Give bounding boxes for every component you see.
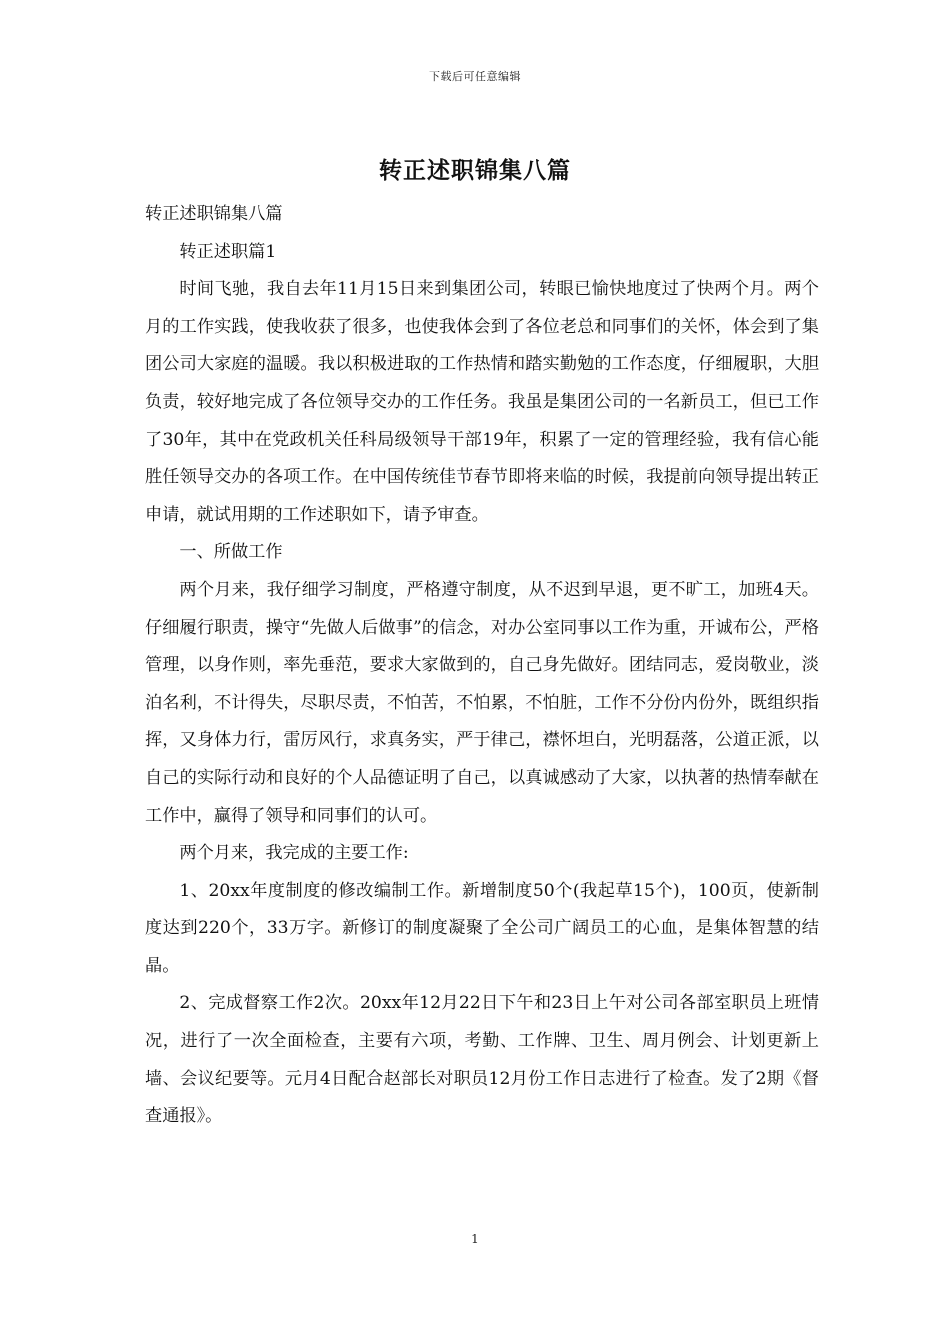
document-body bbox=[145, 196, 819, 1136]
page-number: 1 bbox=[471, 1232, 479, 1246]
paragraph-item-1: 1、20xx年度制度的修改编制工作。新增制度50个(我起草15个)，100页，使新制度达到220个，33万字。新修订的制度凝聚了全公司广阔员工的心血，是集体智慧的结晶。 bbox=[145, 880, 819, 976]
paragraph-section-heading: 转正述职篇1 bbox=[179, 241, 277, 262]
paragraph-work-description: 两个月来，我仔细学习制度，严格遵守制度，从不迟到早退，更不旷工，加班4天。仔细履行职责，操守“先做人后做事”的信念，对办公室同事以工作为重，开诚布公，严格管理，以身作则，率先垂范，要求大家做到的，自己身先做好。团结同志，爱岗敬业，淡泊名利，不计得失，尽职尽责，不怕苦，不怕累，不怕脏，工作不分份内份外，既组织指挥，又身体力行，雷厉风行，求真务实，严于律己，襟怀坦白，光明磊落，公道正派，以自己的实际行动和良好的个人品德证明了自己，以真诚感动了大家，以执著的热情奉献在工作中，赢得了领导和同事们的认可。 bbox=[145, 579, 819, 826]
paragraph-main-work-intro: 两个月来，我完成的主要工作: bbox=[179, 843, 409, 864]
paragraph-heading-work-done: 一、所做工作 bbox=[179, 542, 283, 563]
document-title: 转正述职锦集八篇 bbox=[379, 157, 571, 184]
paragraph-subtitle: 转正述职锦集八篇 bbox=[145, 204, 283, 224]
paragraph-item-2: 2、完成督察工作2次。20xx年12月22日下午和23日上午对公司各部室职员上班情况，进行了一次全面检查，主要有六项，考勤、工作牌、卫生、周月例会、计划更新上墙、会议纪要等。元月4日配合赵部长对职员12月份工作日志进行了检查。发了2期《督查通报》。 bbox=[145, 993, 819, 1127]
header-note: 下载后可任意编辑 bbox=[429, 70, 521, 83]
paragraph-intro: 时间飞驰，我自去年11月15日来到集团公司，转眼已愉快地度过了快两个月。两个月的工作实践，使我收获了很多，也使我体会到了各位老总和同事们的关怀，体会到了集团公司大家庭的温暖。我以积极进取的工作热情和踏实勤勉的工作态度，仔细履职，大胆负责，较好地完成了各位领导交办的工作任务。我虽是集团公司的一名新员工，但已工作了30年，其中在党政机关任科局级领导干部19年，积累了一定的管理经验，我有信心能胜任领导交办的各项工作。在中国传统佳节春节即将来临的时候，我提前向领导提出转正申请，就试用期的工作述职如下，请予审查。 bbox=[145, 279, 819, 525]
